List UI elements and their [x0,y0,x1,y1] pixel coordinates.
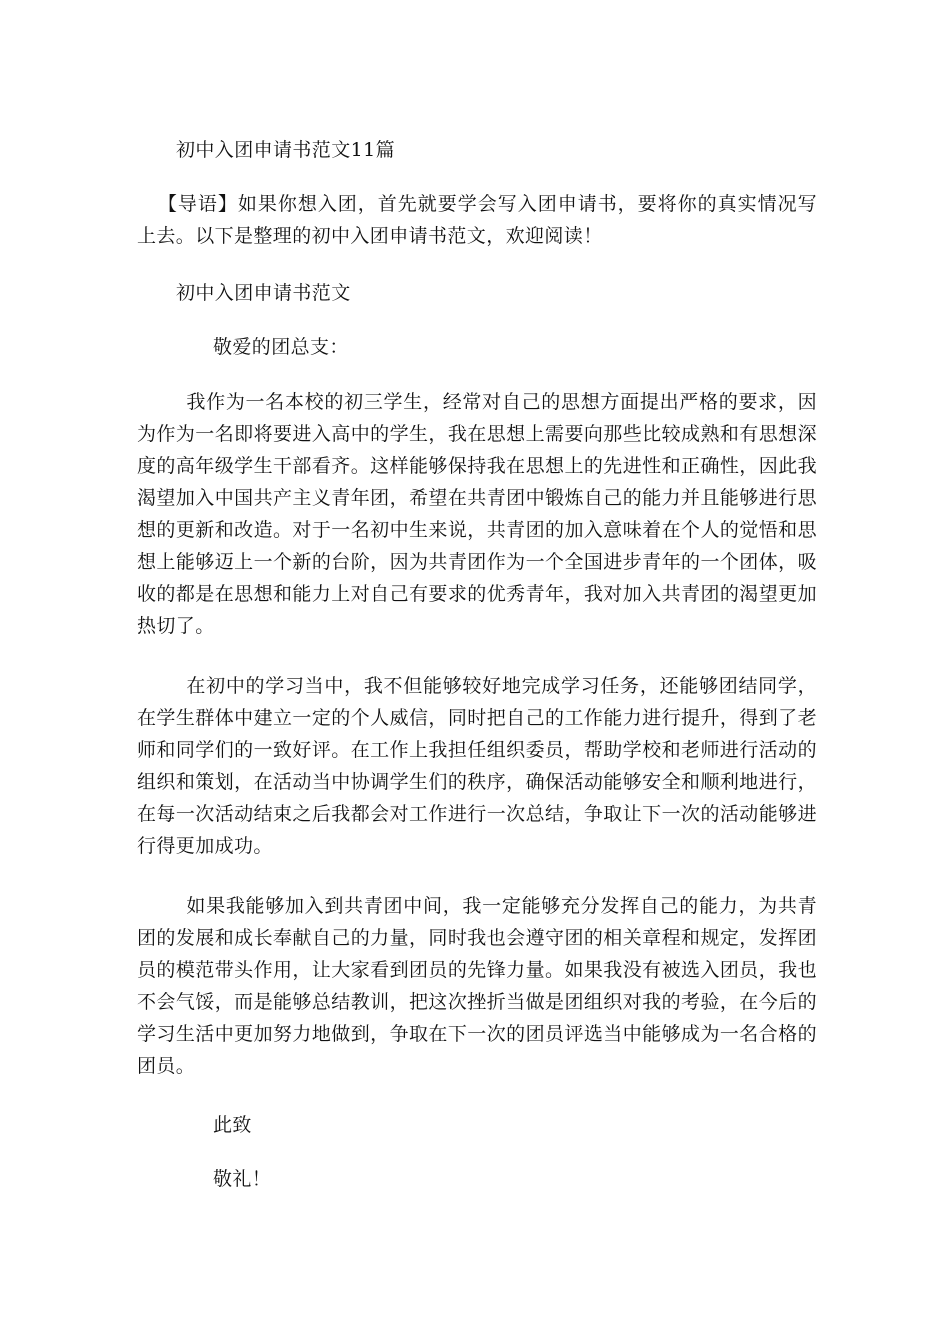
intro-paragraph: 【导语】如果你想入团，首先就要学会写入团申请书，要将你的真实情况写上去。以下是整理的初中入团申请书范文，欢迎阅读！ [137,193,817,247]
salutation: 敬爱的团总支： [213,336,349,358]
body-paragraph-2: 在初中的学习当中，我不但能够较好地完成学习任务，还能够团结同学，在学生群体中建立一定的个人威信，同时把自己的工作能力进行提升，得到了老师和同学们的一致好评。在工作上我担任组织委员，帮助学校和老师进行活动的组织和策划，在活动当中协调学生们的秩序，确保活动能够安全和顺利地进行，在每一次活动结束之后我都会对工作进行一次总结，争取让下一次的活动能够进行得更加成功。 [137,675,817,857]
document-title: 初中入团申请书范文11篇 [176,139,395,161]
body-paragraph-1: 我作为一名本校的初三学生，经常对自己的思想方面提出严格的要求，因为作为一名即将要进入高中的学生，我在思想上需要向那些比较成熟和有思想深度的高年级学生干部看齐。这样能够保持我在思想上的先进性和正确性，因此我渴望加入中国共产主义青年团，希望在共青团中锻炼自己的能力并且能够进行思想的更新和改造。对于一名初中生来说，共青团的加入意味着在个人的觉悟和思想上能够迈上一个新的台阶，因为共青团作为一个全国进步青年的一个团体，吸收的都是在思想和能力上对自己有要求的优秀青年，我对加入共青团的渴望更加热切了。 [137,391,817,637]
body-paragraph-3: 如果我能够加入到共青团中间，我一定能够充分发挥自己的能力，为共青团的发展和成长奉献自己的力量，同时我也会遵守团的相关章程和规定，发挥团员的模范带头作用，让大家看到团员的先锋力量。如果我没有被选入团员，我也不会气馁，而是能够总结教训，把这次挫折当做是团组织对我的考验，在今后的学习生活中更加努力地做到，争取在下一次的团员评选当中能够成为一名合格的团员。 [137,895,817,1077]
closing-line-1: 此致 [213,1114,252,1136]
closing-line-2: 敬礼！ [213,1168,272,1190]
section-title: 初中入团申请书范文 [176,282,351,304]
